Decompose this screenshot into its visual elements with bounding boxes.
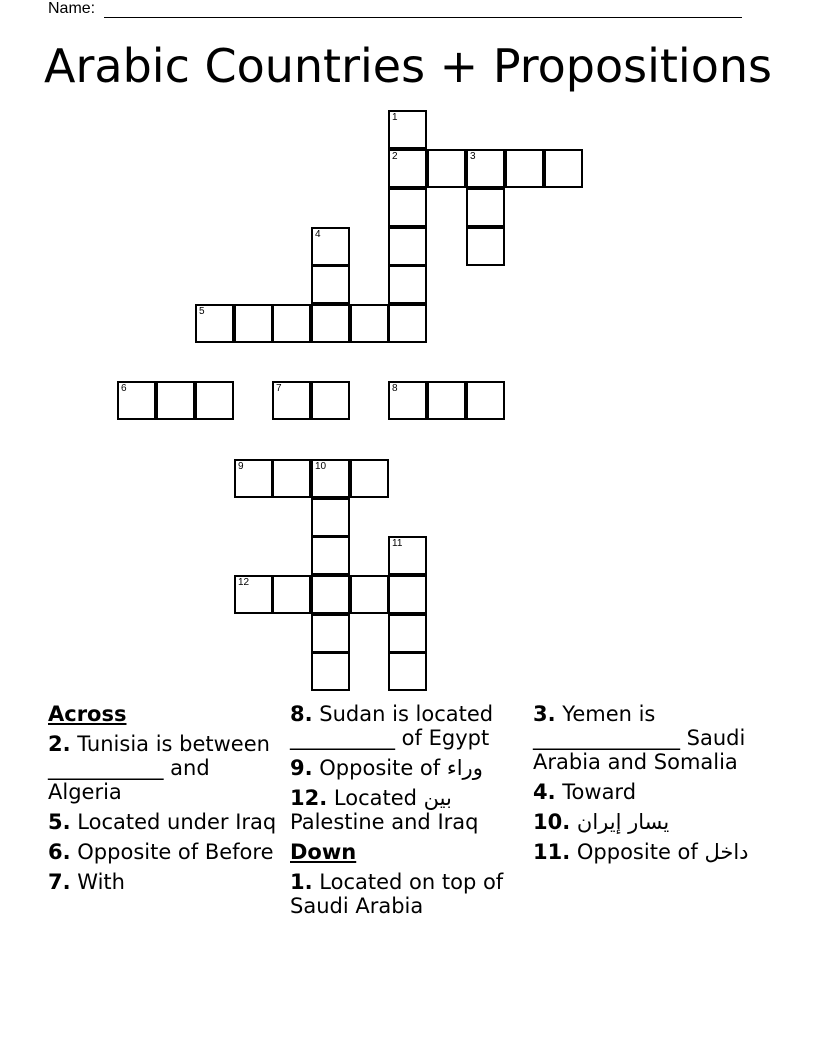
clue-item	[48, 840, 288, 864]
grid-cell[interactable]	[311, 265, 350, 304]
grid-cell[interactable]	[388, 227, 427, 266]
grid-cell[interactable]	[388, 652, 427, 691]
clue-item-text: Located under Iraq	[77, 810, 277, 834]
grid-cell[interactable]	[311, 304, 350, 343]
clue-item-number: 9.	[290, 756, 313, 780]
clue-number: 3	[470, 151, 476, 162]
grid-cell[interactable]	[388, 536, 427, 575]
clue-item	[290, 786, 530, 834]
clue-item-number: 12.	[290, 786, 328, 810]
clue-item-number: 6.	[48, 840, 71, 864]
grid-cell[interactable]	[234, 575, 273, 614]
clue-item-text: يسار إيران	[576, 810, 670, 834]
grid-cell[interactable]	[272, 304, 311, 343]
grid-cell[interactable]	[234, 459, 273, 498]
grid-cell[interactable]	[388, 110, 427, 149]
clue-item-text: Opposite of وراء	[319, 756, 483, 780]
grid-cell[interactable]	[272, 575, 311, 614]
grid-cell[interactable]	[350, 459, 389, 498]
clue-number: 2	[392, 151, 398, 162]
clue-item-text: Sudan is located __________ of Egypt	[290, 702, 494, 750]
grid-cell[interactable]	[466, 227, 505, 266]
clues-column-2	[290, 702, 530, 924]
clue-item-number: 7.	[48, 870, 71, 894]
clue-item-text: Yemen is ______________ Saudi Arabia and Somalia	[533, 702, 746, 774]
grid-cell[interactable]	[388, 265, 427, 304]
across-heading: Across	[48, 702, 127, 726]
clue-item	[533, 840, 773, 864]
grid-cell[interactable]	[311, 575, 350, 614]
clue-item-text: Opposite of Before	[77, 840, 274, 864]
clue-item-number: 1.	[290, 870, 313, 894]
clue-item-number: 2.	[48, 732, 71, 756]
clue-item	[48, 732, 288, 804]
clue-item-number: 11.	[533, 840, 571, 864]
grid-cell[interactable]	[156, 381, 195, 420]
clue-item-number: 4.	[533, 780, 556, 804]
grid-cell[interactable]	[427, 149, 466, 188]
grid-cell[interactable]	[311, 614, 350, 653]
grid-cell[interactable]	[234, 304, 273, 343]
clue-number: 11	[392, 538, 403, 549]
clue-number: 8	[392, 383, 398, 394]
grid-cell[interactable]	[350, 304, 389, 343]
grid-cell[interactable]	[195, 304, 234, 343]
grid-cell[interactable]	[311, 381, 350, 420]
clue-item-text: Located بين Palestine and Iraq	[290, 786, 479, 834]
grid-cell[interactable]	[388, 188, 427, 227]
grid-cell[interactable]	[117, 381, 156, 420]
grid-cell[interactable]	[272, 459, 311, 498]
grid-cell[interactable]	[388, 304, 427, 343]
clue-item-number: 8.	[290, 702, 313, 726]
clue-item	[290, 756, 530, 780]
clue-item-text: Opposite of داخل	[576, 840, 749, 864]
grid-cell[interactable]	[311, 652, 350, 691]
clue-item	[533, 702, 773, 774]
clue-number: 7	[276, 383, 282, 394]
clue-item-number: 10.	[533, 810, 571, 834]
grid-cell[interactable]	[388, 575, 427, 614]
clue-number: 12	[238, 577, 250, 588]
grid-cell[interactable]	[388, 381, 427, 420]
grid-cell[interactable]	[466, 149, 505, 188]
clue-item	[48, 810, 288, 834]
grid-cell[interactable]	[311, 498, 350, 537]
clue-item-text: With	[77, 870, 125, 894]
clue-item	[533, 780, 773, 804]
clue-item	[48, 870, 288, 894]
clue-item-number: 3.	[533, 702, 556, 726]
clue-item-number: 5.	[48, 810, 71, 834]
grid-cell[interactable]	[427, 381, 466, 420]
clue-item	[290, 702, 530, 750]
grid-cell[interactable]	[388, 614, 427, 653]
grid-cell[interactable]	[311, 227, 350, 266]
grid-cell[interactable]	[544, 149, 583, 188]
clue-number: 1	[392, 112, 398, 123]
grid-cell[interactable]	[466, 188, 505, 227]
clue-item-text: Tunisia is between ___________ and Algeria	[48, 732, 270, 804]
clue-number: 9	[238, 461, 244, 472]
clue-item	[533, 810, 773, 834]
clue-number: 10	[315, 461, 327, 472]
page-title: Arabic Countries + Propositions	[44, 39, 772, 93]
clue-item	[290, 870, 530, 918]
clue-number: 4	[315, 229, 321, 240]
grid-cell[interactable]	[388, 149, 427, 188]
grid-cell[interactable]	[311, 536, 350, 575]
clue-number: 6	[121, 383, 127, 394]
grid-cell[interactable]	[195, 381, 234, 420]
grid-cell[interactable]	[272, 381, 311, 420]
clues-column-1	[48, 702, 288, 900]
grid-cell[interactable]	[505, 149, 544, 188]
clue-item-text: Toward	[562, 780, 637, 804]
down-heading: Down	[290, 840, 357, 864]
clue-item-text: Located on top of Saudi Arabia	[290, 870, 504, 918]
grid-cell[interactable]	[350, 575, 389, 614]
grid-cell[interactable]	[311, 459, 350, 498]
name-label: Name:	[48, 0, 100, 17]
grid-cell[interactable]	[466, 381, 505, 420]
clue-number: 5	[199, 306, 205, 317]
clues-column-3	[533, 702, 773, 870]
